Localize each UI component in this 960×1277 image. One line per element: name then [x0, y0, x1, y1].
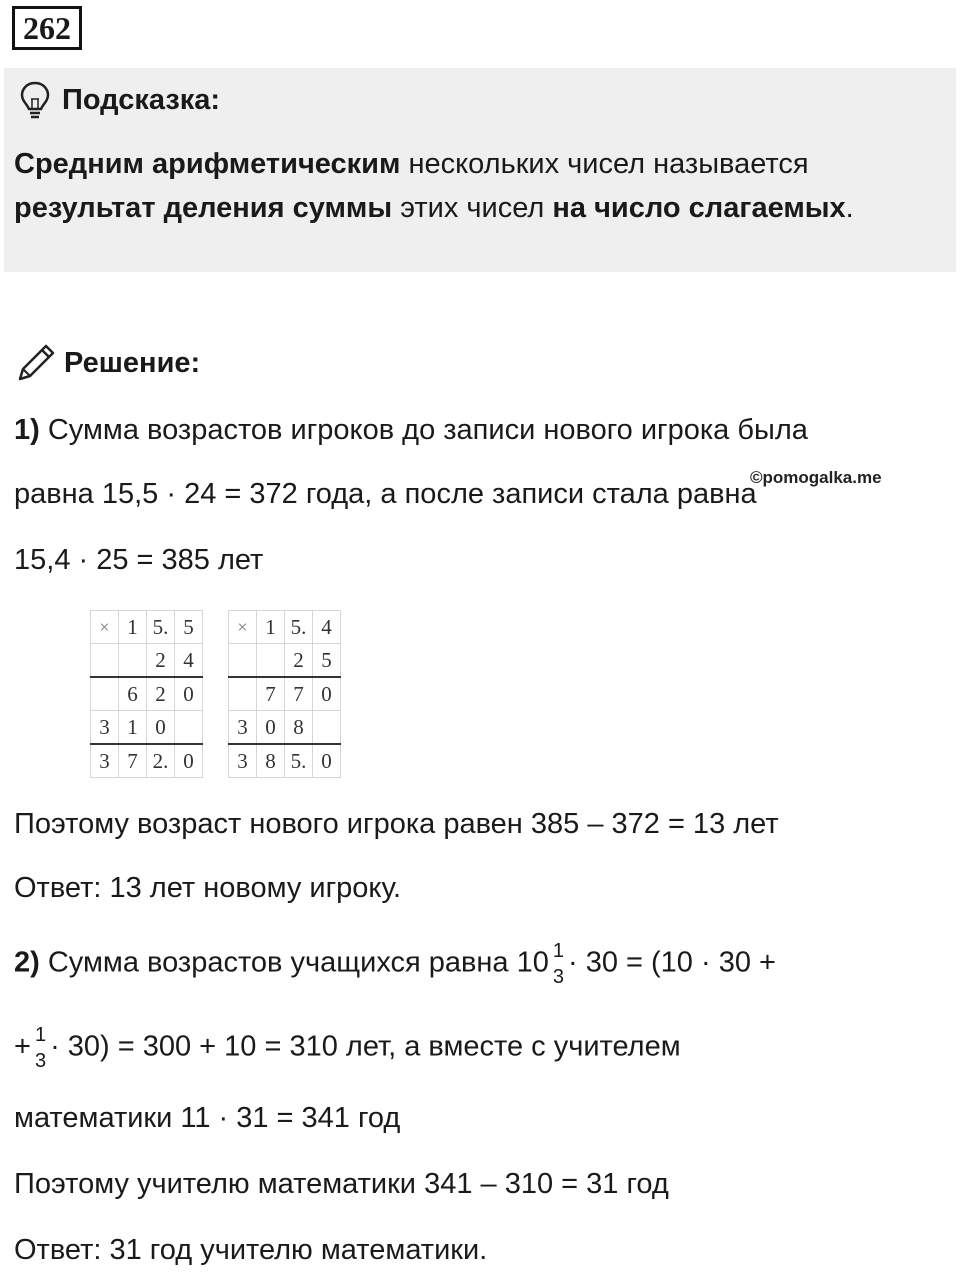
calc-cell: 0 [313, 744, 341, 778]
hint-bold: Средним арифметическим [14, 148, 401, 180]
calc-cell: 0 [313, 677, 341, 711]
calc-cell: 0 [147, 711, 175, 745]
calc-cell: 2 [147, 677, 175, 711]
calc-cell [229, 644, 257, 678]
multiplication-table-1 [90, 610, 203, 778]
solution-header [14, 340, 200, 386]
calc-cell [175, 711, 203, 745]
calc-cell [119, 644, 147, 678]
hint-box [4, 68, 956, 272]
calc-cell [91, 644, 119, 678]
answer-line: Ответ: 31 год учителю математики. [14, 1234, 488, 1266]
solution-line [14, 414, 808, 447]
solution-title: Решение: [64, 346, 201, 379]
pencil-icon [14, 341, 58, 385]
solution-text: · 30) = 300 + 10 = 310 лет, а вместе с учителем [50, 1030, 681, 1063]
calc-cell: 3 [91, 711, 119, 745]
calc-row [91, 644, 203, 678]
calc-cell [91, 677, 119, 711]
fraction [553, 938, 564, 990]
solution-text: + [14, 1030, 31, 1063]
fraction [35, 1022, 46, 1074]
calc-cell: 8 [257, 744, 285, 778]
hint-bold: результат деления суммы [14, 192, 393, 224]
calc-cell: 3 [229, 744, 257, 778]
calc-cell [257, 644, 285, 678]
hint-text-part: . [845, 192, 854, 224]
solution-line: математики 11 · 31 = 341 год [14, 1102, 401, 1134]
calc-cell: 1 [119, 611, 147, 644]
hint-text [14, 142, 944, 230]
calc-cell: 5. [285, 611, 313, 644]
hint-text-part: нескольких чисел называется [400, 148, 809, 180]
calc-cell: 0 [257, 711, 285, 745]
calc-cell: 3 [229, 711, 257, 745]
hint-text-part: этих чисел [392, 192, 553, 224]
solution-line [14, 938, 776, 990]
calc-cell: 4 [313, 611, 341, 644]
solution-line: равна 15,5 · 24 = 372 года, а после записи стала равна [14, 478, 757, 510]
calc-cell: 5 [313, 644, 341, 678]
calc-cell: 5. [147, 611, 175, 644]
calc-row [229, 677, 341, 711]
calc-cell: 4 [175, 644, 203, 678]
calc-cell: 0 [175, 744, 203, 778]
solution-text: · 30 = (10 · 30 + [568, 946, 776, 979]
task-number: 262 [12, 6, 82, 50]
calc-cell [313, 711, 341, 745]
part-label: 1) [14, 414, 40, 446]
calc-row [229, 744, 341, 778]
calc-cell: 7 [119, 744, 147, 778]
calc-cell: 7 [285, 677, 313, 711]
calc-cell: × [91, 611, 119, 644]
calc-row [229, 644, 341, 678]
fraction-numerator: 1 [34, 1024, 47, 1046]
answer-line: Ответ: 13 лет новому игроку. [14, 872, 402, 904]
calc-cell: 8 [285, 711, 313, 745]
solution-line [14, 1022, 681, 1074]
calc-cell: 6 [119, 677, 147, 711]
calc-row [229, 711, 341, 745]
solution-text: Сумма возрастов учащихся равна 10 [39, 946, 549, 979]
solution-line: 15,4 · 25 = 385 лет [14, 544, 264, 576]
calc-cell: 5. [285, 744, 313, 778]
calc-cell: 1 [119, 711, 147, 745]
fraction-denominator: 3 [552, 966, 564, 988]
calc-cell [229, 677, 257, 711]
calc-cell: 3 [91, 744, 119, 778]
hint-header [18, 80, 220, 120]
calc-row [91, 677, 203, 711]
calc-cell: × [229, 611, 257, 644]
watermark: ©pomogalka.me [750, 468, 882, 487]
calc-cell: 7 [257, 677, 285, 711]
fraction-denominator: 3 [34, 1050, 47, 1072]
solution-line: Поэтому возраст нового игрока равен 385 – 372 = 13 лет [14, 808, 779, 840]
part-label: 2) [14, 946, 40, 979]
solution-text: Сумма возрастов игроков до записи нового игрока была [39, 414, 808, 446]
solution-line: Поэтому учителю математики 341 – 310 = 31 год [14, 1168, 669, 1200]
calc-cell: 5 [175, 611, 203, 644]
calc-cell: 0 [175, 677, 203, 711]
calc-row [91, 711, 203, 745]
hint-title: Подсказка: [62, 83, 221, 116]
calc-row [229, 611, 341, 644]
calc-row [91, 611, 203, 644]
lightbulb-icon [18, 80, 52, 120]
fraction-numerator: 1 [552, 940, 564, 962]
calc-cell: 2. [147, 744, 175, 778]
multiplication-table-2 [228, 610, 341, 778]
calc-cell: 1 [257, 611, 285, 644]
calc-cell: 2 [147, 644, 175, 678]
hint-bold: на число слагаемых [552, 192, 846, 224]
calc-row [91, 744, 203, 778]
calc-cell: 2 [285, 644, 313, 678]
